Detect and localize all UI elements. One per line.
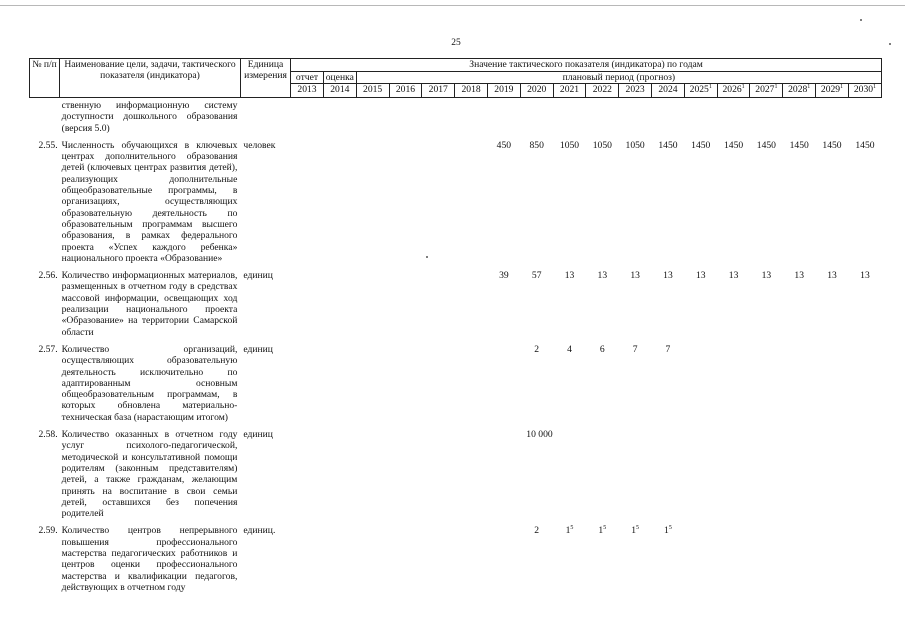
row-value xyxy=(750,270,783,338)
row-value xyxy=(684,98,717,134)
row-value xyxy=(323,525,356,593)
row-value xyxy=(323,270,356,338)
row-value xyxy=(356,429,389,519)
row-value xyxy=(356,525,389,593)
header-year-2020 xyxy=(520,84,553,98)
row-value xyxy=(816,270,849,338)
header-year-2016 xyxy=(389,84,422,98)
footnote-mark: 1 xyxy=(840,83,844,90)
header-year-2030 xyxy=(848,84,881,98)
value-text: 1450 xyxy=(822,139,842,151)
row-value xyxy=(520,525,553,593)
row-value xyxy=(323,140,356,264)
value-text: 13 xyxy=(728,270,739,282)
value-text: 1450 xyxy=(756,139,776,151)
row-value xyxy=(717,525,750,593)
row-value xyxy=(389,140,422,264)
row-value xyxy=(783,98,816,134)
year-label: 2030 xyxy=(853,84,874,95)
top-rule xyxy=(0,5,905,6)
row-name: Количество информационных материалов, размещенных в отчетном году в средствах массовой информации, освещающих ход реализации национального проекта «Образование» на территории Самарской области xyxy=(61,270,238,338)
value-text: 1 xyxy=(631,525,637,537)
scan-speck xyxy=(860,19,862,21)
value-text: 13 xyxy=(761,270,772,282)
table-row xyxy=(30,525,882,593)
row-number: 2.55. xyxy=(38,139,58,151)
scan-speck xyxy=(889,43,891,45)
row-value xyxy=(291,140,324,264)
header-year-2014 xyxy=(323,84,356,98)
footnote-mark: 5 xyxy=(668,525,672,532)
table-row xyxy=(30,429,882,519)
row-value xyxy=(684,140,717,264)
row-value xyxy=(783,270,816,338)
row-value xyxy=(652,525,685,593)
row-value xyxy=(553,98,586,134)
value-text: 1450 xyxy=(855,139,875,151)
row-name: Численность обучающихся в ключевых центрах дополнительного образования детей (ключевых центрах развития детей), реализующих дополнительные общеобразовательные программы, в организациях, осуществляющих образовательную деятельность по образовательным программам высшего образования, в рамках федерального проекта «Успех каждого ребенка» национального проекта «Образование» xyxy=(61,139,238,264)
row-value-wide: 10 000 xyxy=(526,429,553,441)
table-row xyxy=(30,344,882,423)
header-estimate: оценка xyxy=(323,72,356,84)
row-value xyxy=(389,270,422,338)
year-label: 2028 xyxy=(788,84,808,95)
row-value xyxy=(323,344,356,423)
row-value xyxy=(291,344,324,423)
value-text: 7 xyxy=(665,343,671,355)
header-plan: плановый период (прогноз) xyxy=(356,72,881,84)
header-year-2021 xyxy=(553,84,586,98)
header-year-2029 xyxy=(816,84,849,98)
value-text: 450 xyxy=(496,139,512,151)
row-unit: единиц xyxy=(243,429,273,441)
value-text: 1450 xyxy=(658,139,678,151)
row-unit xyxy=(240,98,290,134)
header-year-2027 xyxy=(750,84,783,98)
row-value xyxy=(323,429,356,519)
footnote-mark: 1 xyxy=(807,83,811,90)
value-text: 1450 xyxy=(723,139,744,151)
header-name: Наименование цели, задачи, тактического показателя (индикатора) xyxy=(60,59,241,98)
year-label: 2021 xyxy=(559,84,580,95)
row-value xyxy=(816,140,849,264)
row-value xyxy=(389,429,422,519)
row-value xyxy=(619,429,652,519)
year-label: 2027 xyxy=(755,84,775,95)
row-value xyxy=(553,140,586,264)
year-label: 2026 xyxy=(722,84,742,95)
year-label: 2014 xyxy=(330,84,350,95)
row-value xyxy=(455,525,488,593)
table-body xyxy=(30,98,882,594)
row-value xyxy=(356,344,389,423)
value-text: 57 xyxy=(531,270,542,282)
row-value xyxy=(750,429,783,519)
row-value xyxy=(487,525,520,593)
header-number: № п/п xyxy=(30,59,60,98)
footnote-mark: 1 xyxy=(774,83,778,90)
row-value xyxy=(816,98,849,134)
footnote-mark: 5 xyxy=(636,525,640,532)
value-text: 2 xyxy=(534,343,540,355)
row-value xyxy=(356,140,389,264)
value-text: 13 xyxy=(794,270,804,282)
indicator-table xyxy=(29,58,882,593)
header-year-2024 xyxy=(652,84,685,98)
row-number xyxy=(30,98,60,134)
header-year-2025 xyxy=(684,84,717,98)
row-name: Количество организаций, осуществляющих образовательную деятельность исключительно по адаптированным основным общеобразовательным программам, в которых обновлена материально-техническая база (нарастающим итогом) xyxy=(61,343,238,423)
row-value xyxy=(291,525,324,593)
value-text: 1 xyxy=(565,525,571,537)
row-value xyxy=(848,344,881,423)
row-value xyxy=(520,140,553,264)
row-value xyxy=(487,98,520,134)
row-value xyxy=(848,429,881,519)
header-year-2019 xyxy=(487,84,520,98)
row-value xyxy=(586,140,619,264)
row-value xyxy=(783,429,816,519)
row-value xyxy=(619,344,652,423)
row-unit: единиц xyxy=(243,270,273,282)
value-text: 1450 xyxy=(691,139,711,151)
row-value xyxy=(422,140,455,264)
row-value xyxy=(455,429,488,519)
row-value xyxy=(455,270,488,338)
row-value xyxy=(848,270,881,338)
value-text: 850 xyxy=(529,139,544,151)
value-text: 13 xyxy=(564,270,575,282)
row-value xyxy=(848,98,881,134)
row-number: 2.56. xyxy=(38,270,58,282)
row-value xyxy=(389,344,422,423)
row-number: 2.57. xyxy=(38,343,58,355)
table-header xyxy=(30,59,882,98)
row-value xyxy=(455,140,488,264)
value-text: 13 xyxy=(695,270,706,282)
row-value xyxy=(717,140,750,264)
header-year-2026 xyxy=(717,84,750,98)
row-value xyxy=(816,429,849,519)
row-value xyxy=(291,429,324,519)
footnote-mark: 1 xyxy=(741,83,745,90)
row-value xyxy=(816,344,849,423)
year-label: 2013 xyxy=(297,84,317,95)
value-text: 13 xyxy=(663,270,673,282)
row-value xyxy=(848,140,881,264)
row-value xyxy=(455,98,488,134)
page-number: 25 xyxy=(451,38,461,48)
year-label: 2015 xyxy=(363,84,383,95)
row-value xyxy=(684,525,717,593)
table-row xyxy=(30,98,882,134)
footnote-mark: 1 xyxy=(708,83,712,90)
row-value xyxy=(520,98,553,134)
row-value xyxy=(619,140,652,264)
row-value xyxy=(291,270,324,338)
value-text: 1050 xyxy=(625,139,645,151)
value-text: 13 xyxy=(630,270,640,282)
row-value xyxy=(586,525,619,593)
year-label: 2017 xyxy=(428,84,448,95)
row-value xyxy=(750,344,783,423)
row-value xyxy=(652,344,685,423)
year-label: 2025 xyxy=(689,84,709,95)
row-value xyxy=(422,429,455,519)
year-label: 2023 xyxy=(625,84,645,95)
row-value xyxy=(717,344,750,423)
row-value xyxy=(684,429,717,519)
row-unit: человек xyxy=(243,139,276,151)
row-value xyxy=(586,344,619,423)
year-label: 2019 xyxy=(494,84,514,95)
footnote-mark: 5 xyxy=(570,525,574,532)
header-year-2018 xyxy=(455,84,488,98)
table-row xyxy=(30,140,882,264)
year-label: 2022 xyxy=(592,84,612,95)
row-value xyxy=(750,140,783,264)
footnote-mark: 5 xyxy=(603,525,607,532)
row-value xyxy=(553,270,586,338)
header-report: отчет xyxy=(291,72,324,84)
header-unit: Единица измерения xyxy=(240,59,290,98)
value-text: 13 xyxy=(860,270,870,282)
row-value xyxy=(487,270,520,338)
row-value xyxy=(455,344,488,423)
row-value xyxy=(652,98,685,134)
header-values: Значение тактического показателя (индикатора) по годам xyxy=(291,59,882,72)
row-value xyxy=(520,270,553,338)
header-year-2013 xyxy=(291,84,324,98)
row-number: 2.59. xyxy=(38,525,58,537)
row-value xyxy=(717,98,750,134)
value-text: 7 xyxy=(632,343,638,355)
row-value xyxy=(848,525,881,593)
header-year-2015 xyxy=(356,84,389,98)
row-value xyxy=(652,270,685,338)
header-year-2023 xyxy=(619,84,652,98)
value-text: 13 xyxy=(827,270,837,282)
row-value xyxy=(750,98,783,134)
value-text: 1450 xyxy=(789,139,809,151)
row-value xyxy=(750,525,783,593)
value-text: 6 xyxy=(599,343,605,355)
row-name: ственную информационную систему доступности дошкольного образования (версия 5.0) xyxy=(61,100,238,134)
year-label: 2020 xyxy=(527,84,547,95)
row-value xyxy=(586,270,619,338)
row-value xyxy=(684,344,717,423)
value-text: 1050 xyxy=(559,139,580,151)
row-unit: единиц. xyxy=(243,525,276,537)
row-value xyxy=(323,98,356,134)
row-value xyxy=(783,344,816,423)
row-value xyxy=(422,98,455,134)
header-year-2017 xyxy=(422,84,455,98)
row-value xyxy=(783,140,816,264)
row-value xyxy=(652,140,685,264)
header-year-2028 xyxy=(783,84,816,98)
year-label: 2024 xyxy=(658,84,678,95)
row-value xyxy=(619,98,652,134)
row-value xyxy=(553,525,586,593)
row-name: Количество центров непрерывного повышения профессионального мастерства педагогических работников и центров оценки профессионального мастерства и квалификации педагогов, действующих в отчетном году xyxy=(61,525,238,593)
value-text: 13 xyxy=(597,270,608,282)
row-value xyxy=(586,98,619,134)
row-value xyxy=(356,270,389,338)
row-value xyxy=(553,344,586,423)
value-text: 2 xyxy=(534,525,540,537)
row-value xyxy=(619,525,652,593)
value-text: 1 xyxy=(598,525,604,537)
row-value xyxy=(783,525,816,593)
row-value xyxy=(487,429,520,519)
value-text: 4 xyxy=(567,343,572,355)
row-value xyxy=(816,525,849,593)
row-value xyxy=(652,429,685,519)
row-value xyxy=(684,270,717,338)
row-value xyxy=(487,140,520,264)
row-value xyxy=(717,270,750,338)
row-value xyxy=(291,98,324,134)
row-value xyxy=(586,429,619,519)
year-label: 2016 xyxy=(395,84,416,95)
row-value xyxy=(356,98,389,134)
row-number: 2.58. xyxy=(38,429,58,441)
row-value xyxy=(487,344,520,423)
year-label: 2029 xyxy=(820,84,841,95)
row-value xyxy=(389,98,422,134)
table-row xyxy=(30,270,882,338)
row-value xyxy=(389,525,422,593)
header-year-2022 xyxy=(586,84,619,98)
value-text: 1 xyxy=(664,525,669,537)
row-value xyxy=(717,429,750,519)
year-label: 2018 xyxy=(461,84,481,95)
row-value xyxy=(520,344,553,423)
row-unit: единиц xyxy=(243,343,273,355)
row-value xyxy=(619,270,652,338)
row-value xyxy=(422,344,455,423)
row-name: Количество оказанных в отчетном году услуг психолого-педагогической, методической и консультативной помощи родителям (законным представителям) детей, а также гражданам, желающим принять на воспитание в свои семьи детей, оставшихся без попечения родителей xyxy=(61,429,238,520)
footnote-mark: 1 xyxy=(873,83,877,90)
row-value xyxy=(422,525,455,593)
value-text: 39 xyxy=(499,270,509,282)
row-value xyxy=(422,270,455,338)
value-text: 1050 xyxy=(592,139,612,151)
